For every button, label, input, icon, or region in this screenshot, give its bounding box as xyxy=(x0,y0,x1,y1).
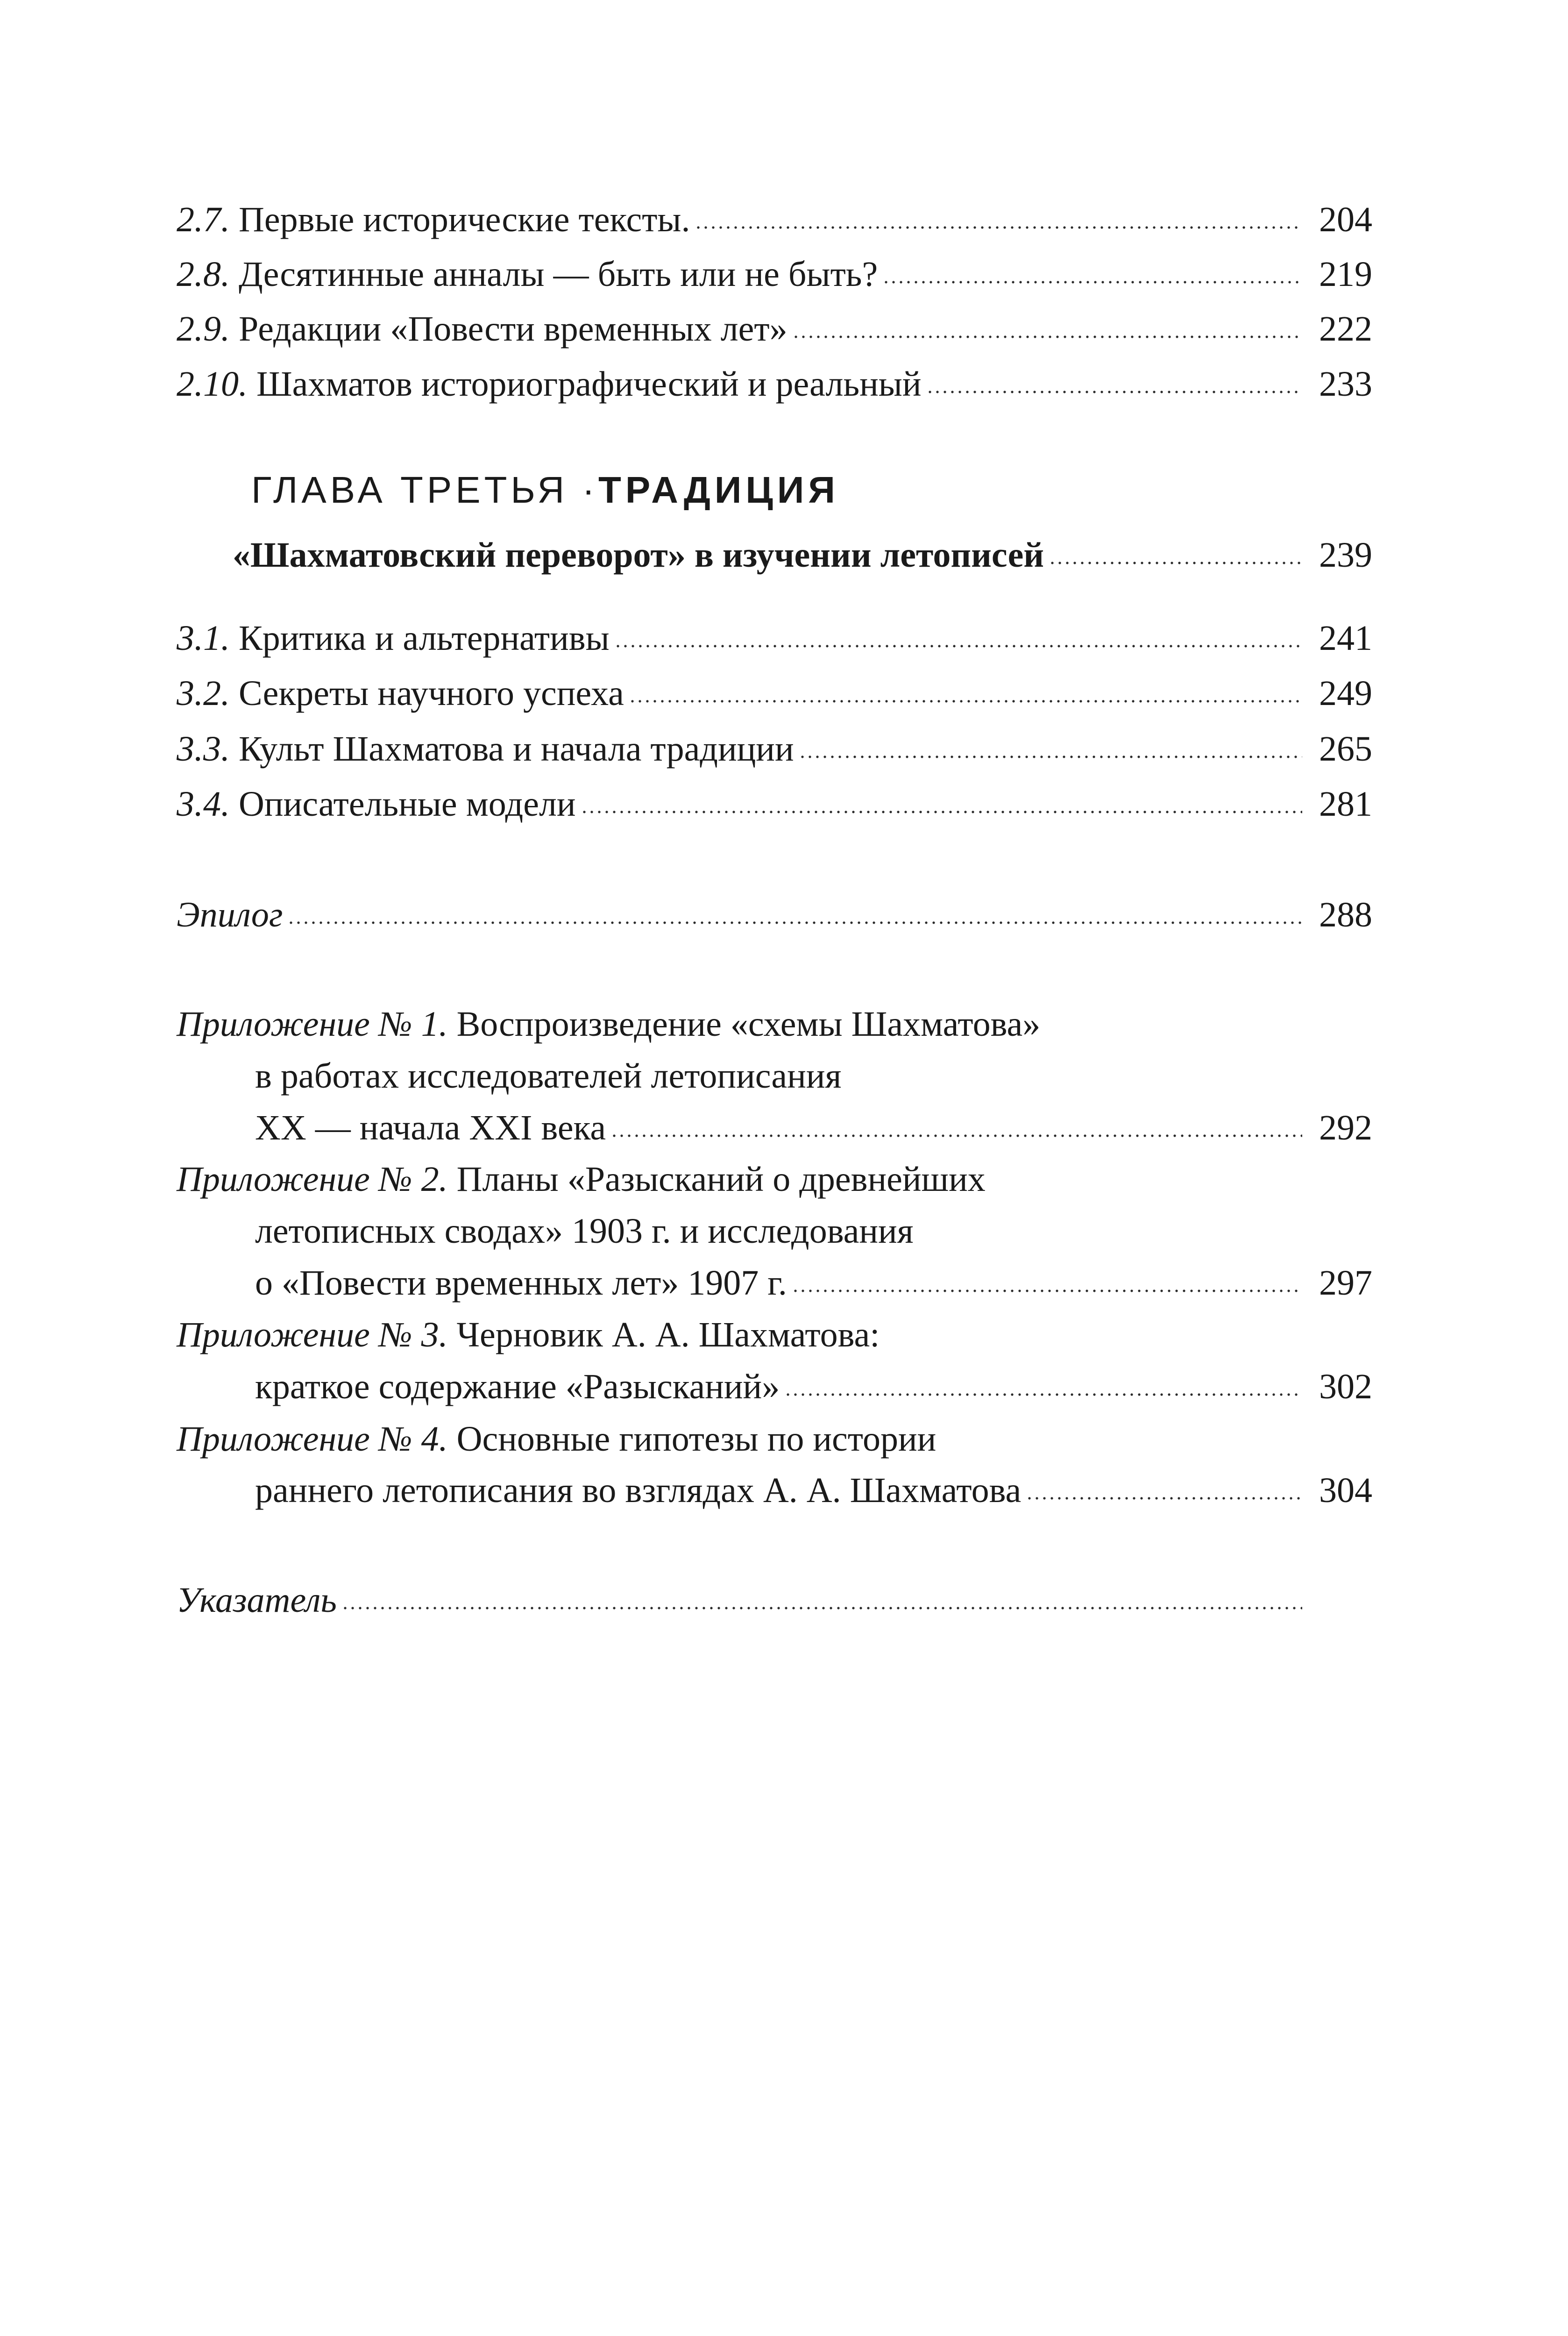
appendix-label: Приложение № 3. xyxy=(177,1315,448,1354)
appendix-continuation-line xyxy=(255,1208,914,1254)
entry-number: 2.9. xyxy=(177,309,230,349)
appendix-first-line[interactable] xyxy=(177,1156,986,1203)
appendix-label: Приложение № 4. xyxy=(177,1419,448,1459)
dot-leader xyxy=(581,781,1302,827)
page-number: 281 xyxy=(1319,784,1372,824)
page-number: 241 xyxy=(1319,619,1372,658)
toc-entry[interactable] xyxy=(177,726,1372,772)
entry-number: 3.1. xyxy=(177,619,230,658)
entry-number: 2.8. xyxy=(177,255,230,294)
appendix-first-line[interactable] xyxy=(177,1416,936,1462)
toc-entry-appendix[interactable] xyxy=(255,1363,1372,1410)
appendix-label: Приложение № 2. xyxy=(177,1160,448,1199)
entry-title: Эпилог xyxy=(177,895,283,934)
entry-number: 3.3. xyxy=(177,729,230,769)
page-number: 265 xyxy=(1319,729,1372,769)
entry-number: 3.2. xyxy=(177,674,230,713)
dot-leader xyxy=(287,891,1302,938)
dot-leader xyxy=(784,1363,1302,1410)
appendix-continuation-line xyxy=(255,1053,841,1099)
toc-entry-chapter-intro[interactable] xyxy=(233,532,1372,578)
chapter-title: ТРАДИЦИЯ xyxy=(598,469,839,511)
toc-entry[interactable] xyxy=(177,781,1372,827)
appendix-label: Приложение № 1. xyxy=(177,1004,448,1044)
entry-title: Первые исторические тексты. xyxy=(239,200,690,239)
entry-title: Десятинные анналы — быть или не быть? xyxy=(239,255,878,294)
toc-entry-appendix[interactable] xyxy=(255,1260,1372,1306)
page-number: 302 xyxy=(1319,1367,1372,1406)
entry-title: Секреты научного успеха xyxy=(239,674,624,713)
toc-entry[interactable] xyxy=(177,196,1372,243)
entry-title: Критика и альтернативы xyxy=(239,619,610,658)
dot-leader xyxy=(1026,1467,1302,1514)
appendix-title-line: в работах исследователей летописания xyxy=(255,1056,842,1096)
appendix-title-line: раннего летописания во взглядах А. А. Шахматова xyxy=(255,1471,1022,1510)
dot-leader xyxy=(792,1260,1302,1306)
page-number: 292 xyxy=(1319,1108,1372,1147)
toc-entry-epilogue[interactable] xyxy=(177,891,1372,938)
appendix-title-line: Планы «Разысканий о древнейших xyxy=(456,1160,986,1199)
appendix-title-line: краткое содержание «Разысканий» xyxy=(255,1367,780,1406)
dot-leader xyxy=(1049,532,1302,578)
toc-entry[interactable] xyxy=(177,361,1372,407)
dot-leader xyxy=(695,196,1302,243)
entry-title: Редакции «Повести временных лет» xyxy=(239,309,788,349)
dot-leader xyxy=(629,670,1302,717)
entry-title: Указатель xyxy=(177,1581,337,1620)
toc-entry-appendix[interactable] xyxy=(255,1104,1372,1151)
toc-entry-index[interactable] xyxy=(177,1577,1372,1624)
page-number: 249 xyxy=(1319,674,1372,713)
appendix-first-line[interactable] xyxy=(177,1311,880,1358)
dot-leader xyxy=(882,251,1302,298)
dot-leader xyxy=(926,361,1302,407)
page-number: 239 xyxy=(1319,535,1372,575)
page-number: 304 xyxy=(1319,1471,1372,1510)
page-number: 219 xyxy=(1319,255,1372,294)
toc-entry[interactable] xyxy=(177,670,1372,717)
dot-leader xyxy=(799,726,1302,772)
appendix-title-line: Воспроизведение «схемы Шахматова» xyxy=(456,1004,1041,1044)
entry-title: «Шахматовский переворот» в изучении летописей xyxy=(233,535,1044,575)
appendix-title-line: летописных сводах» 1903 г. и исследования xyxy=(255,1211,914,1251)
appendix-title-line: о «Повести временных лет» 1907 г. xyxy=(255,1263,787,1303)
appendix-title-line: Основные гипотезы по истории xyxy=(456,1419,937,1459)
dot-leader xyxy=(341,1577,1302,1624)
entry-title: Описательные модели xyxy=(239,784,576,824)
entry-title: Шахматов историографический и реальный xyxy=(256,364,922,404)
chapter-prefix: ГЛАВА ТРЕТЬЯ xyxy=(251,469,568,511)
page-number: 288 xyxy=(1319,895,1372,934)
page-number: 297 xyxy=(1319,1263,1372,1303)
appendix-title-line: XX — начала XXI века xyxy=(255,1108,606,1147)
appendix-first-line[interactable] xyxy=(177,1001,1040,1047)
dot-leader xyxy=(792,306,1302,352)
toc-entry-appendix[interactable] xyxy=(255,1467,1372,1514)
entry-number: 3.4. xyxy=(177,784,230,824)
page-number: 204 xyxy=(1319,200,1372,239)
appendix-title-line: Черновик А. А. Шахматова: xyxy=(456,1315,880,1354)
entry-title: Культ Шахматова и начала традиции xyxy=(239,729,794,769)
page-number: 233 xyxy=(1319,364,1372,404)
chapter-heading xyxy=(251,464,839,516)
dot-leader xyxy=(610,1104,1302,1151)
toc-entry[interactable] xyxy=(177,251,1372,298)
toc-entry[interactable] xyxy=(177,615,1372,662)
chapter-separator: · xyxy=(582,469,598,511)
entry-number: 2.10. xyxy=(177,364,248,404)
dot-leader xyxy=(614,615,1302,662)
entry-number: 2.7. xyxy=(177,200,230,239)
page-number: 222 xyxy=(1319,309,1372,349)
toc-entry[interactable] xyxy=(177,306,1372,352)
